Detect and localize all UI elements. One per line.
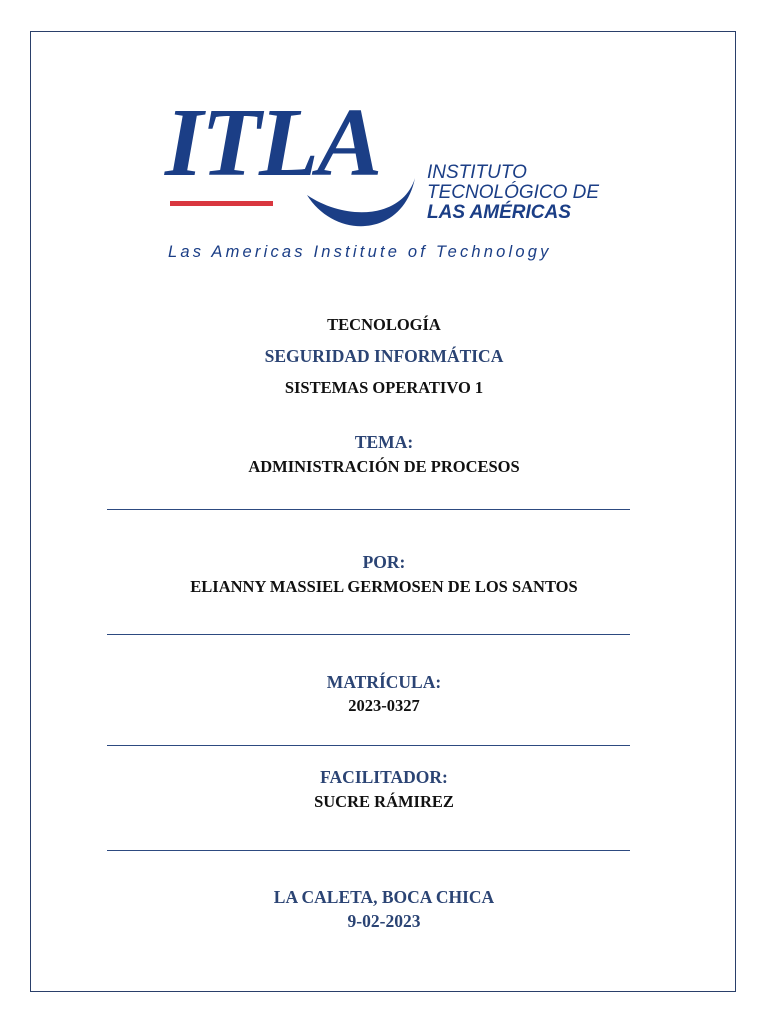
enrollment-label: MATRÍCULA: bbox=[326, 672, 442, 692]
facilitator-label: FACILITADOR: bbox=[320, 767, 448, 787]
logo-institute-name bbox=[427, 163, 599, 223]
author-label: POR: bbox=[362, 552, 406, 572]
enrollment-value: 2023-0327 bbox=[348, 696, 420, 715]
logo-name-line-1: INSTITUTO bbox=[427, 162, 527, 183]
section-divider bbox=[107, 634, 630, 635]
section-divider bbox=[107, 509, 630, 510]
area-title: TECNOLOGÍA bbox=[327, 315, 441, 334]
itla-logo bbox=[165, 89, 610, 270]
subject-title: SISTEMAS OPERATIVO 1 bbox=[284, 378, 484, 397]
logo-name-line-3: LAS AMÉRICAS bbox=[427, 202, 571, 223]
logo-name-line-2: TECNOLÓGICO DE bbox=[427, 182, 600, 203]
section-divider bbox=[107, 850, 630, 851]
facilitator-name: SUCRE RÁMIREZ bbox=[314, 792, 454, 811]
topic-label: TEMA: bbox=[354, 432, 414, 452]
topic-value: ADMINISTRACIÓN DE PROCESOS bbox=[248, 457, 520, 476]
footer-date: 9-02-2023 bbox=[347, 911, 421, 931]
logo-red-bar bbox=[170, 201, 273, 206]
logo-english-name: Las Americas Institute of Technology bbox=[168, 243, 552, 261]
career-title: SEGURIDAD INFORMÁTICA bbox=[264, 346, 504, 366]
author-name: ELIANNY MASSIEL GERMOSEN DE LOS SANTOS bbox=[190, 577, 578, 596]
footer-place: LA CALETA, BOCA CHICA bbox=[273, 887, 495, 907]
logo-acronym: ITLA bbox=[165, 89, 381, 197]
section-divider bbox=[107, 745, 630, 746]
